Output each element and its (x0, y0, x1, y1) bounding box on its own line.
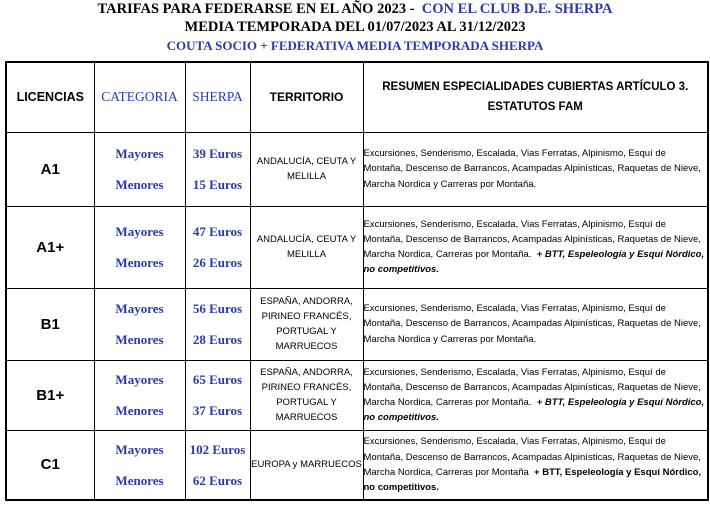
territorio-cell: ANDALUCÍA, CEUTA Y MELILLA (250, 132, 363, 206)
territorio-cell: ANDALUCÍA, CEUTA Y MELILLA (250, 206, 363, 288)
resumen-cell (363, 360, 708, 430)
price-menores: 62 Euros (192, 472, 243, 488)
table-row (6, 206, 708, 288)
sherpa-price-cell (185, 132, 250, 206)
categoria-cell (94, 430, 185, 500)
categoria-menores: Menores (115, 255, 164, 270)
licencia-name: B1 (6, 288, 94, 360)
table-row (6, 360, 708, 430)
categoria-mayores: Mayores (115, 224, 164, 239)
page-title (0, 1, 710, 18)
categoria-menores: Menores (115, 472, 164, 488)
price-mayores: 65 Euros (192, 372, 243, 387)
resumen-text: Excursiones, Senderismo, Escalada, Vias Ferratas, Alpinismo, Esquí de Montaña, Descenso de Barrancos, Acampadas Alpinísticas, Raquetas de Nieve, Marcha Nordica, Carreras por Montaña. (363, 366, 701, 408)
categoria-menores: Menores (115, 332, 164, 347)
sherpa-price-cell (185, 206, 250, 288)
table-row (6, 132, 708, 206)
licencia-name: C1 (6, 430, 94, 500)
col-header-sherpa: SHERPA (185, 62, 250, 132)
price-menores: 28 Euros (192, 332, 243, 347)
header-row (6, 62, 708, 132)
territorio-cell: ESPAÑA, ANDORRA, PIRINEO FRANCÉS, PORTUGAL Y MARRUECOS (250, 360, 363, 430)
sherpa-price-cell (185, 288, 250, 360)
price-menores: 15 Euros (192, 177, 243, 192)
resumen-text: Excursiones, Senderismo, Escalada, Vias Ferratas, Alpinismo, Esquí de Montaña, Descenso de Barrancos, Acampadas Alpinísticas, Raquetas de Nieve, Marcha Nordica, Carreras por Montaña. (363, 218, 701, 260)
title-main: TARIFAS PARA FEDERARSE EN EL AÑO 2023 - (97, 1, 415, 17)
resumen-text: Excursiones, Senderismo, Escalada, Vias Ferratas, Alpinismo, Esquí de Montaña, Descenso de Barrancos, Acampadas Alpinísticas, Raquetas de Nieve, Marcha Nordica y Carreras por Montaña. (363, 303, 701, 345)
page-subtitle-2: COUTA SOCIO + FEDERATIVA MEDIA TEMPORADA SHERPA (166, 38, 544, 53)
col-header-resumen: RESUMEN ESPECIALIDADES CUBIERTAS ARTÍCULO 3. ESTATUTOS FAM (363, 62, 708, 132)
resumen-cell (363, 132, 708, 206)
categoria-cell (94, 360, 185, 430)
sherpa-price-cell (185, 430, 250, 500)
price-mayores: 39 Euros (192, 146, 243, 161)
territorio-cell: ESPAÑA, ANDORRA, PIRINEO FRANCÉS, PORTUGAL Y MARRUECOS (250, 288, 363, 360)
price-menores: 37 Euros (192, 403, 243, 418)
licencia-name: B1+ (6, 360, 94, 430)
resumen-text: Excursiones, Senderismo, Escalada, Vias Ferratas, Alpinismo, Esquí de Montaña, Descenso de Barrancos, Acampadas Alpinísticas, Raquetas de Nieve, Marcha Nordica, Carreras por Montaña (363, 436, 701, 478)
col-header-licencias: LICENCIAS (6, 62, 94, 132)
categoria-mayores: Mayores (115, 301, 164, 316)
resumen-cell (363, 206, 708, 288)
resumen-extra: + BTT, Espeleología y Esquí Nórdico, no competitivos. (363, 249, 705, 276)
sherpa-price-cell (185, 360, 250, 430)
resumen-cell (363, 288, 708, 360)
categoria-cell (94, 288, 185, 360)
price-menores: 26 Euros (192, 255, 243, 270)
table-row (6, 288, 708, 360)
categoria-mayores: Mayores (115, 146, 164, 161)
categoria-mayores: Mayores (115, 441, 164, 457)
price-mayores: 56 Euros (192, 301, 243, 316)
table-row (6, 430, 708, 500)
rates-table (5, 61, 709, 501)
price-mayores: 47 Euros (192, 224, 243, 239)
categoria-cell (94, 206, 185, 288)
title-club: CON EL CLUB D.E. SHERPA (421, 1, 613, 17)
resumen-extra: + BTT, Espeleología y Esquí Nórdico, no competitivos. (363, 397, 705, 424)
licencia-name: A1 (6, 132, 94, 206)
territorio-cell: EUROPA y MARRUECOS (250, 430, 363, 500)
col-header-territorio: TERRITORIO (250, 62, 363, 132)
resumen-extra: + BTT, Espeleología y Esquí Nórdico, no competitivos. (363, 466, 702, 493)
col-header-categoria: CATEGORIA (94, 62, 185, 132)
categoria-cell (94, 132, 185, 206)
page-subtitle: MEDIA TEMPORADA DEL 01/07/2023 AL 31/12/2023 (184, 19, 526, 35)
price-mayores: 102 Euros (189, 441, 246, 457)
resumen-text: Excursiones, Senderismo, Escalada, Vias Ferratas, Alpinismo, Esquí de Montaña, Descenso de Barrancos, Acampadas Alpinísticas, Raquetas de Nieve, Marcha Nordica y Carreras por Montaña. (363, 148, 701, 190)
categoria-mayores: Mayores (115, 372, 164, 387)
categoria-menores: Menores (115, 177, 164, 192)
categoria-menores: Menores (115, 403, 164, 418)
resumen-cell (363, 430, 708, 500)
licencia-name: A1+ (6, 206, 94, 288)
